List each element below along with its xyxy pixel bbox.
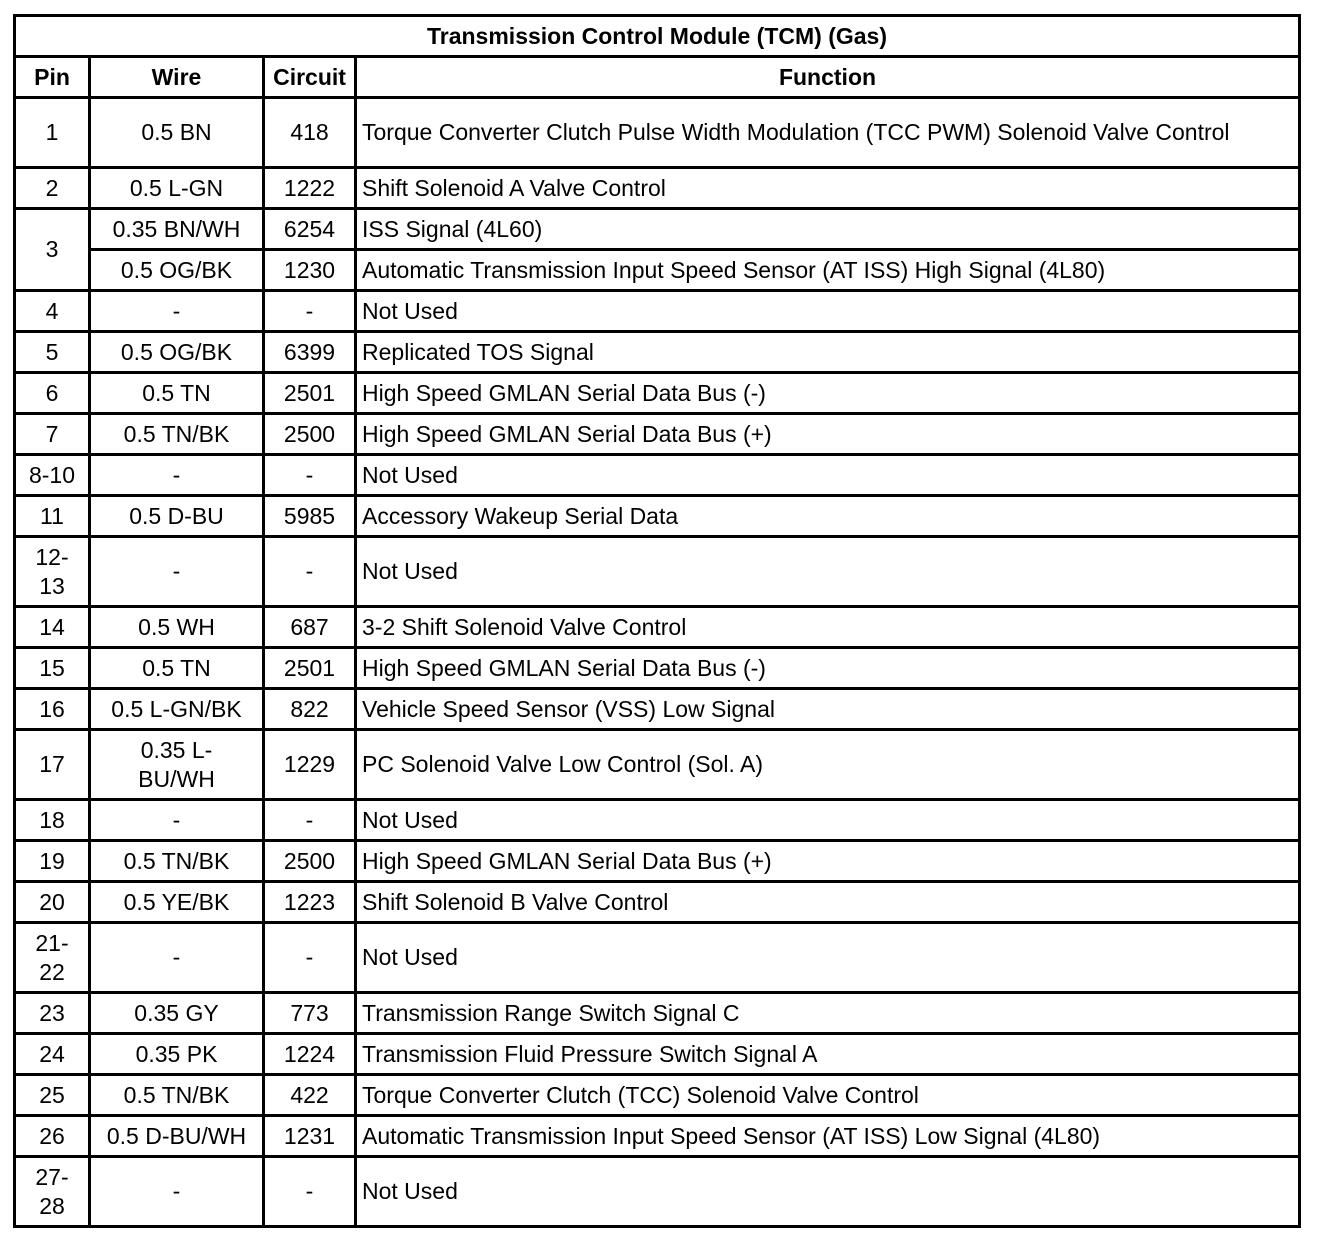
circuit-cell: 1222 [264, 168, 356, 209]
table-row [15, 1075, 1300, 1116]
pin-cell: 6 [15, 373, 90, 414]
pin-cell: 17 [15, 730, 90, 800]
pin-cell: 23 [15, 993, 90, 1034]
pin-cell: 15 [15, 648, 90, 689]
tcm-pinout-table [13, 14, 1301, 1228]
pin-cell: 11 [15, 496, 90, 537]
header-wire: Wire [90, 57, 264, 98]
circuit-cell: 1224 [264, 1034, 356, 1075]
circuit-cell: 2500 [264, 841, 356, 882]
circuit-cell: 687 [264, 607, 356, 648]
table-row [15, 496, 1300, 537]
circuit-cell: - [264, 291, 356, 332]
circuit-cell: - [264, 1157, 356, 1227]
wire-cell: 0.5 OG/BK [90, 250, 264, 291]
pin-cell: 26 [15, 1116, 90, 1157]
pin-cell: 19 [15, 841, 90, 882]
wire-cell: 0.5 TN/BK [90, 414, 264, 455]
function-cell: High Speed GMLAN Serial Data Bus (-) [356, 373, 1300, 414]
function-cell: ISS Signal (4L60) [356, 209, 1300, 250]
wire-cell: 0.35 GY [90, 993, 264, 1034]
pin-cell: 14 [15, 607, 90, 648]
circuit-cell: - [264, 923, 356, 993]
table-row [15, 923, 1300, 993]
wire-cell: 0.5 TN [90, 373, 264, 414]
pin-cell: 7 [15, 414, 90, 455]
table-row [15, 993, 1300, 1034]
function-cell: High Speed GMLAN Serial Data Bus (-) [356, 648, 1300, 689]
circuit-cell: 1231 [264, 1116, 356, 1157]
circuit-cell: 2501 [264, 648, 356, 689]
function-cell: Shift Solenoid A Valve Control [356, 168, 1300, 209]
table-title-row [15, 16, 1300, 57]
circuit-cell: 1223 [264, 882, 356, 923]
function-cell: Transmission Range Switch Signal C [356, 993, 1300, 1034]
function-cell: Not Used [356, 923, 1300, 993]
table-row [15, 455, 1300, 496]
wire-cell: - [90, 291, 264, 332]
wire-cell: 0.5 L-GN/BK [90, 689, 264, 730]
wire-cell: 0.5 D-BU [90, 496, 264, 537]
circuit-cell: 418 [264, 98, 356, 168]
function-cell: Automatic Transmission Input Speed Sensor (AT ISS) High Signal (4L80) [356, 250, 1300, 291]
wire-cell: 0.5 TN/BK [90, 841, 264, 882]
wire-cell: 0.5 OG/BK [90, 332, 264, 373]
function-cell: Not Used [356, 291, 1300, 332]
circuit-cell: 2500 [264, 414, 356, 455]
wire-cell: 0.35 L- BU/WH [90, 730, 264, 800]
circuit-cell: - [264, 537, 356, 607]
circuit-cell: 2501 [264, 373, 356, 414]
function-cell: Not Used [356, 1157, 1300, 1227]
table-row [15, 689, 1300, 730]
function-cell: High Speed GMLAN Serial Data Bus (+) [356, 841, 1300, 882]
function-cell: 3-2 Shift Solenoid Valve Control [356, 607, 1300, 648]
table-row [15, 98, 1300, 168]
table-row [15, 607, 1300, 648]
pin-cell: 5 [15, 332, 90, 373]
header-function: Function [356, 57, 1300, 98]
wire-cell: 0.5 L-GN [90, 168, 264, 209]
table-row [15, 1034, 1300, 1075]
header-pin: Pin [15, 57, 90, 98]
wire-cell: 0.35 PK [90, 1034, 264, 1075]
wire-cell: 0.5 BN [90, 98, 264, 168]
table-row [15, 373, 1300, 414]
function-cell: Accessory Wakeup Serial Data [356, 496, 1300, 537]
circuit-cell: 5985 [264, 496, 356, 537]
table-row [15, 537, 1300, 607]
wire-cell: 0.5 TN [90, 648, 264, 689]
function-cell: PC Solenoid Valve Low Control (Sol. A) [356, 730, 1300, 800]
circuit-cell: 6399 [264, 332, 356, 373]
pin-cell: 25 [15, 1075, 90, 1116]
table-row [15, 882, 1300, 923]
pin-cell: 4 [15, 291, 90, 332]
function-cell: High Speed GMLAN Serial Data Bus (+) [356, 414, 1300, 455]
circuit-cell: 773 [264, 993, 356, 1034]
table-row [15, 648, 1300, 689]
wire-cell: 0.5 YE/BK [90, 882, 264, 923]
table-row [15, 168, 1300, 209]
table-row [15, 250, 1300, 291]
circuit-cell: - [264, 800, 356, 841]
circuit-cell: - [264, 455, 356, 496]
circuit-cell: 422 [264, 1075, 356, 1116]
pin-cell: 12- 13 [15, 537, 90, 607]
table-body [15, 98, 1300, 1227]
pin-cell: 21- 22 [15, 923, 90, 993]
function-cell: Not Used [356, 537, 1300, 607]
pin-cell: 16 [15, 689, 90, 730]
function-cell: Torque Converter Clutch Pulse Width Modulation (TCC PWM) Solenoid Valve Control [356, 98, 1300, 168]
circuit-cell: 1230 [264, 250, 356, 291]
wire-cell: - [90, 455, 264, 496]
circuit-cell: 822 [264, 689, 356, 730]
pin-cell: 8-10 [15, 455, 90, 496]
wire-cell: 0.5 TN/BK [90, 1075, 264, 1116]
table-row [15, 209, 1300, 250]
table-row [15, 332, 1300, 373]
pin-cell: 3 [15, 209, 90, 291]
table-row [15, 841, 1300, 882]
function-cell: Not Used [356, 800, 1300, 841]
table-row [15, 414, 1300, 455]
wire-cell: - [90, 537, 264, 607]
table-row [15, 1157, 1300, 1227]
table-row [15, 800, 1300, 841]
header-circuit: Circuit [264, 57, 356, 98]
circuit-cell: 6254 [264, 209, 356, 250]
pin-cell: 1 [15, 98, 90, 168]
wire-cell: 0.35 BN/WH [90, 209, 264, 250]
table-row [15, 730, 1300, 800]
function-cell: Replicated TOS Signal [356, 332, 1300, 373]
function-cell: Transmission Fluid Pressure Switch Signal A [356, 1034, 1300, 1075]
table-row [15, 1116, 1300, 1157]
function-cell: Automatic Transmission Input Speed Sensor (AT ISS) Low Signal (4L80) [356, 1116, 1300, 1157]
function-cell: Not Used [356, 455, 1300, 496]
table-header-row [15, 57, 1300, 98]
pin-cell: 20 [15, 882, 90, 923]
circuit-cell: 1229 [264, 730, 356, 800]
function-cell: Shift Solenoid B Valve Control [356, 882, 1300, 923]
pin-cell: 2 [15, 168, 90, 209]
wire-cell: - [90, 923, 264, 993]
table-title: Transmission Control Module (TCM) (Gas) [15, 16, 1300, 57]
function-cell: Torque Converter Clutch (TCC) Solenoid Valve Control [356, 1075, 1300, 1116]
wire-cell: 0.5 WH [90, 607, 264, 648]
wire-cell: - [90, 800, 264, 841]
pin-cell: 24 [15, 1034, 90, 1075]
pin-cell: 18 [15, 800, 90, 841]
pin-cell: 27- 28 [15, 1157, 90, 1227]
table-row [15, 291, 1300, 332]
function-cell: Vehicle Speed Sensor (VSS) Low Signal [356, 689, 1300, 730]
wire-cell: 0.5 D-BU/WH [90, 1116, 264, 1157]
wire-cell: - [90, 1157, 264, 1227]
